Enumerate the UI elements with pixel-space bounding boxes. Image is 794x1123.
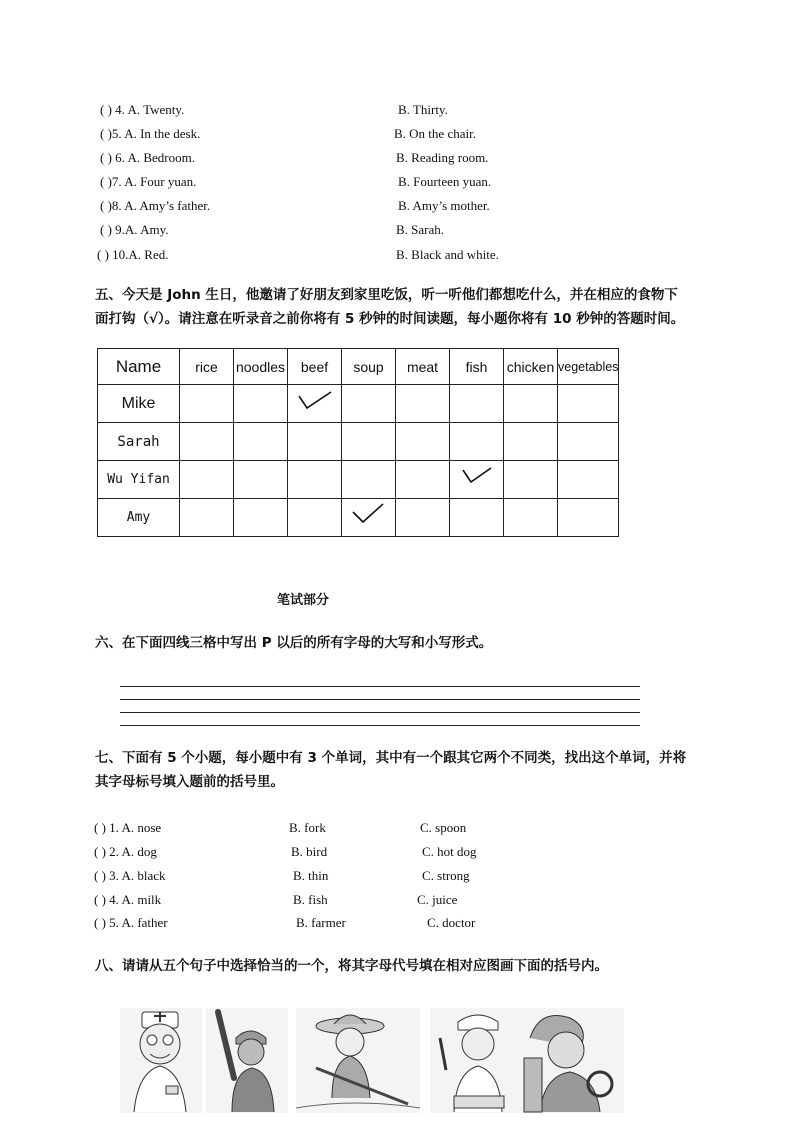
doctor-picture bbox=[120, 1008, 202, 1113]
section5-instruction: 五、今天是 John 生日，他邀请了好朋友到家里吃饭，听一听他们都想吃什么，并在相应的食物下 面打钩（√）。请注意在听录音之前你将有 5 秒钟的时间读题，每小题你将有 10 秒钟的答题时间。 bbox=[95, 287, 685, 327]
four-line-grid bbox=[120, 686, 640, 738]
baseball-player-picture bbox=[206, 1008, 288, 1113]
name-cell: Sarah bbox=[98, 423, 180, 461]
name-cell: Mike bbox=[98, 385, 180, 423]
farmer-picture bbox=[296, 1008, 420, 1113]
section6-instruction: 六、在下面四线三格中写出 P 以后的所有字母的大写和小写形式。 bbox=[95, 635, 493, 651]
section8-instruction: 八、请请从五个句子中选择恰当的一个，将其字母代号填在相对应图画下面的括号内。 bbox=[95, 958, 608, 974]
food-header: rice bbox=[180, 349, 234, 385]
table-corner: Name bbox=[98, 349, 180, 385]
food-header: vegetables bbox=[558, 349, 619, 385]
nurse-picture bbox=[430, 1008, 520, 1113]
check-mark bbox=[342, 499, 396, 537]
food-header: soup bbox=[342, 349, 396, 385]
check-mark bbox=[450, 461, 504, 499]
food-table bbox=[97, 348, 619, 537]
check-mark bbox=[288, 385, 342, 423]
table-row bbox=[98, 423, 619, 461]
food-header: noodles bbox=[234, 349, 288, 385]
food-header: beef bbox=[288, 349, 342, 385]
name-cell: Wu Yifan bbox=[98, 461, 180, 499]
driver-picture bbox=[520, 1008, 624, 1113]
section7-instruction: 七、下面有 5 个小题，每小题中有 3 个单词，其中有一个跟其它两个不同类，找出这个单词，并将 其字母标号填入题前的括号里。 bbox=[95, 750, 687, 790]
table-row bbox=[98, 461, 619, 499]
food-header: chicken bbox=[504, 349, 558, 385]
written-part-title: 笔试部分 bbox=[277, 593, 330, 608]
food-header: meat bbox=[396, 349, 450, 385]
food-header: fish bbox=[450, 349, 504, 385]
name-cell: Amy bbox=[98, 499, 180, 537]
table-row bbox=[98, 499, 619, 537]
table-row bbox=[98, 385, 619, 423]
